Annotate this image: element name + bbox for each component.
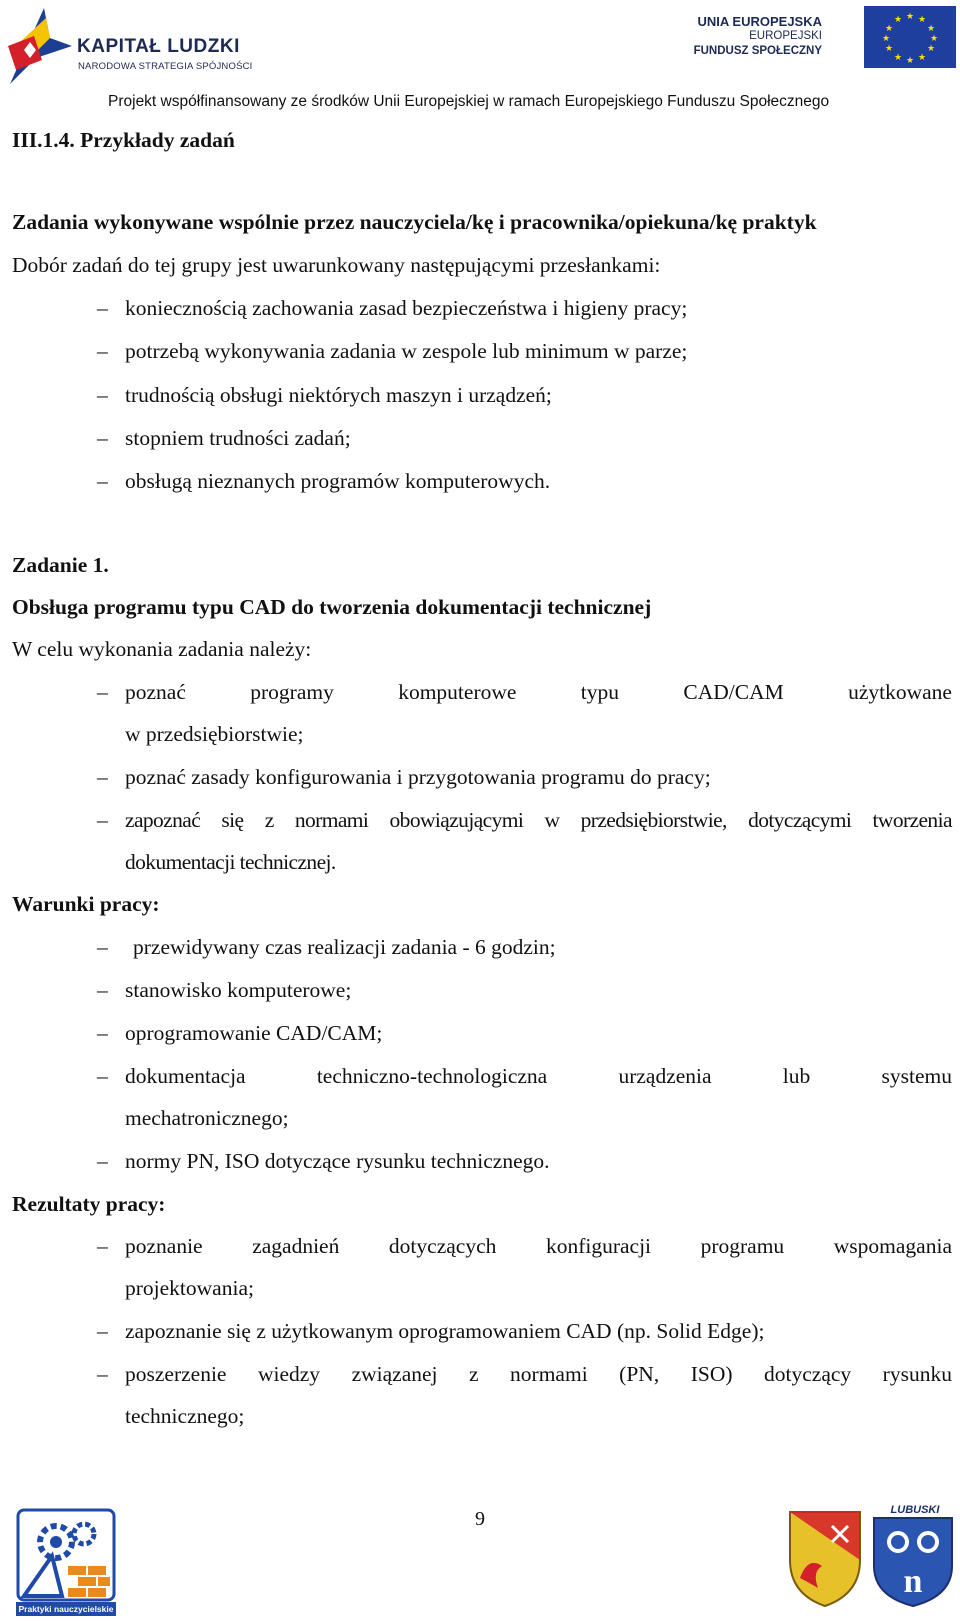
eu-line-2: EUROPEJSKI — [749, 30, 822, 42]
list-item: przewidywany czas realizacji zadania - 6 godzin; — [133, 935, 556, 959]
list-dash: – — [97, 1064, 108, 1088]
lubuski-label: LUBUSKI — [890, 1504, 940, 1516]
list-item: poznać zasady konfigurowania i przygotowania programu do pracy; — [125, 765, 711, 789]
svg-text:★: ★ — [905, 12, 915, 22]
svg-text:★: ★ — [905, 56, 915, 66]
svg-text:★: ★ — [917, 15, 927, 25]
word: typu — [580, 680, 620, 704]
word: poszerzenie — [125, 1362, 227, 1386]
praktyki-logo-caption: Praktyki nauczycielskie — [16, 1602, 116, 1616]
word: wspomagania — [833, 1234, 952, 1258]
list-item: trudnością obsługi niektórych maszyn i urządzeń; — [125, 383, 552, 407]
kapital-ludzki-logo — [6, 6, 256, 86]
cofinancing-note: Projekt współfinansowany ze środków Unii Europejskiej w ramach Europejskiego Funduszu Społecznego — [108, 93, 830, 110]
word: z — [469, 1362, 479, 1386]
list-dash: – — [97, 426, 108, 450]
kapital-ludzki-subtitle: NARODOWA STRATEGIA SPÓJNOŚCI — [78, 61, 253, 72]
word: techniczno-technologiczna — [316, 1064, 548, 1088]
list-item-justified — [125, 680, 952, 705]
word: dotyczący — [764, 1362, 852, 1386]
word: lub — [782, 1064, 811, 1088]
task-title: Obsługa programu typu CAD do tworzenia dokumentacji technicznej — [12, 595, 652, 619]
eu-line-1: UNIA EUROPEJSKA — [697, 14, 822, 29]
list-dash: – — [97, 1319, 108, 1343]
list-item: koniecznością zachowania zasad bezpieczeństwa i higieny pracy; — [125, 296, 688, 320]
lubuskie-logos — [788, 1504, 958, 1608]
word: systemu — [881, 1064, 952, 1088]
list-dash: – — [97, 1149, 108, 1173]
list-item: obsługą nieznanych programów komputerowych. — [125, 469, 551, 493]
list-item: stanowisko komputerowe; — [125, 978, 352, 1002]
list-dash: – — [97, 383, 108, 407]
list-dash: – — [97, 1021, 108, 1045]
word: z — [264, 808, 274, 832]
group-heading: Zadania wykonywane wspólnie przez nauczyciela/kę i pracownika/opiekuna/kę praktyk — [12, 210, 817, 234]
list-item-continuation: technicznego; — [125, 1404, 245, 1428]
word: rysunku — [882, 1362, 952, 1386]
word: użytkowane — [848, 680, 952, 704]
word: poznanie — [125, 1234, 203, 1258]
word: związanej — [351, 1362, 438, 1386]
list-item-justified — [125, 1362, 952, 1387]
word: tworzenia — [872, 808, 952, 832]
list-dash: – — [97, 808, 108, 832]
list-item: normy PN, ISO dotyczące rysunku technicznego. — [125, 1149, 550, 1173]
svg-text:★: ★ — [917, 53, 927, 63]
svg-text:★: ★ — [884, 24, 894, 34]
list-item: zapoznanie się z użytkowanym oprogramowaniem CAD (np. Solid Edge); — [125, 1319, 765, 1343]
group-intro: Dobór zadań do tej grupy jest uwarunkowany następującymi przesłankami: — [12, 253, 661, 277]
page-number: 9 — [475, 1508, 485, 1530]
word: normami — [510, 1362, 588, 1386]
word: ISO) — [690, 1362, 733, 1386]
list-item-justified — [125, 1064, 952, 1089]
conditions-heading: Warunki pracy: — [12, 892, 160, 916]
list-dash: – — [97, 765, 108, 789]
list-item-continuation: dokumentacji technicznej. — [125, 850, 336, 874]
word: poznać — [125, 680, 186, 704]
word: (PN, — [619, 1362, 660, 1386]
list-dash: – — [97, 680, 108, 704]
word: programy — [250, 680, 334, 704]
word: przedsiębiorstwie, — [580, 808, 727, 832]
svg-text:n: n — [903, 1563, 923, 1600]
list-item-justified — [125, 1234, 952, 1259]
task-number: Zadanie 1. — [12, 553, 109, 577]
page-header — [0, 0, 960, 120]
word: dotyczących — [388, 1234, 497, 1258]
list-dash: – — [97, 296, 108, 320]
list-dash: – — [97, 935, 108, 959]
svg-text:★: ★ — [929, 34, 939, 44]
eu-line-3: FUNDUSZ SPOŁECZNY — [693, 45, 822, 57]
results-heading: Rezultaty pracy: — [12, 1192, 166, 1216]
svg-text:★: ★ — [926, 44, 936, 54]
list-item: stopniem trudności zadań; — [125, 426, 351, 450]
svg-text:★: ★ — [926, 24, 936, 34]
eu-fund-text — [694, 14, 822, 59]
word: zagadnień — [252, 1234, 340, 1258]
list-dash: – — [97, 1234, 108, 1258]
task-intro: W celu wykonania zadania należy: — [12, 637, 312, 661]
word: CAD/CAM — [683, 680, 784, 704]
svg-text:★: ★ — [881, 34, 891, 44]
lubuskie-crest-icon — [788, 1508, 958, 1608]
svg-text:★: ★ — [893, 15, 903, 25]
list-item-justified — [125, 808, 952, 833]
list-item-continuation: mechatronicznego; — [125, 1106, 289, 1130]
kapital-ludzki-title: KAPITAŁ LUDZKI — [77, 36, 240, 57]
word: dokumentacja — [125, 1064, 246, 1088]
word: konfiguracji — [545, 1234, 652, 1258]
word: dotyczącymi — [748, 808, 852, 832]
eu-flag-icon — [864, 6, 956, 68]
list-item: potrzebą wykonywania zadania w zespole lub minimum w parze; — [125, 339, 688, 363]
word: zapoznać — [125, 808, 201, 832]
list-dash: – — [97, 469, 108, 493]
word: się — [221, 808, 244, 832]
list-dash: – — [97, 339, 108, 363]
list-dash: – — [97, 1362, 108, 1386]
word: urządzenia — [618, 1064, 712, 1088]
word: normami — [294, 808, 369, 832]
word: komputerowe — [398, 680, 517, 704]
list-dash: – — [97, 978, 108, 1002]
svg-text:★: ★ — [893, 53, 903, 63]
svg-text:★: ★ — [884, 44, 894, 54]
word: w — [544, 808, 560, 832]
kapital-ludzki-star-icon — [6, 6, 76, 86]
section-heading: III.1.4. Przykłady zadań — [12, 128, 235, 152]
word: obowiązującymi — [389, 808, 524, 832]
list-item-continuation: projektowania; — [125, 1276, 254, 1300]
word: wiedzy — [257, 1362, 321, 1386]
list-item-continuation: w przedsiębiorstwie; — [125, 722, 304, 746]
list-item: oprogramowanie CAD/CAM; — [125, 1021, 383, 1045]
word: programu — [700, 1234, 785, 1258]
